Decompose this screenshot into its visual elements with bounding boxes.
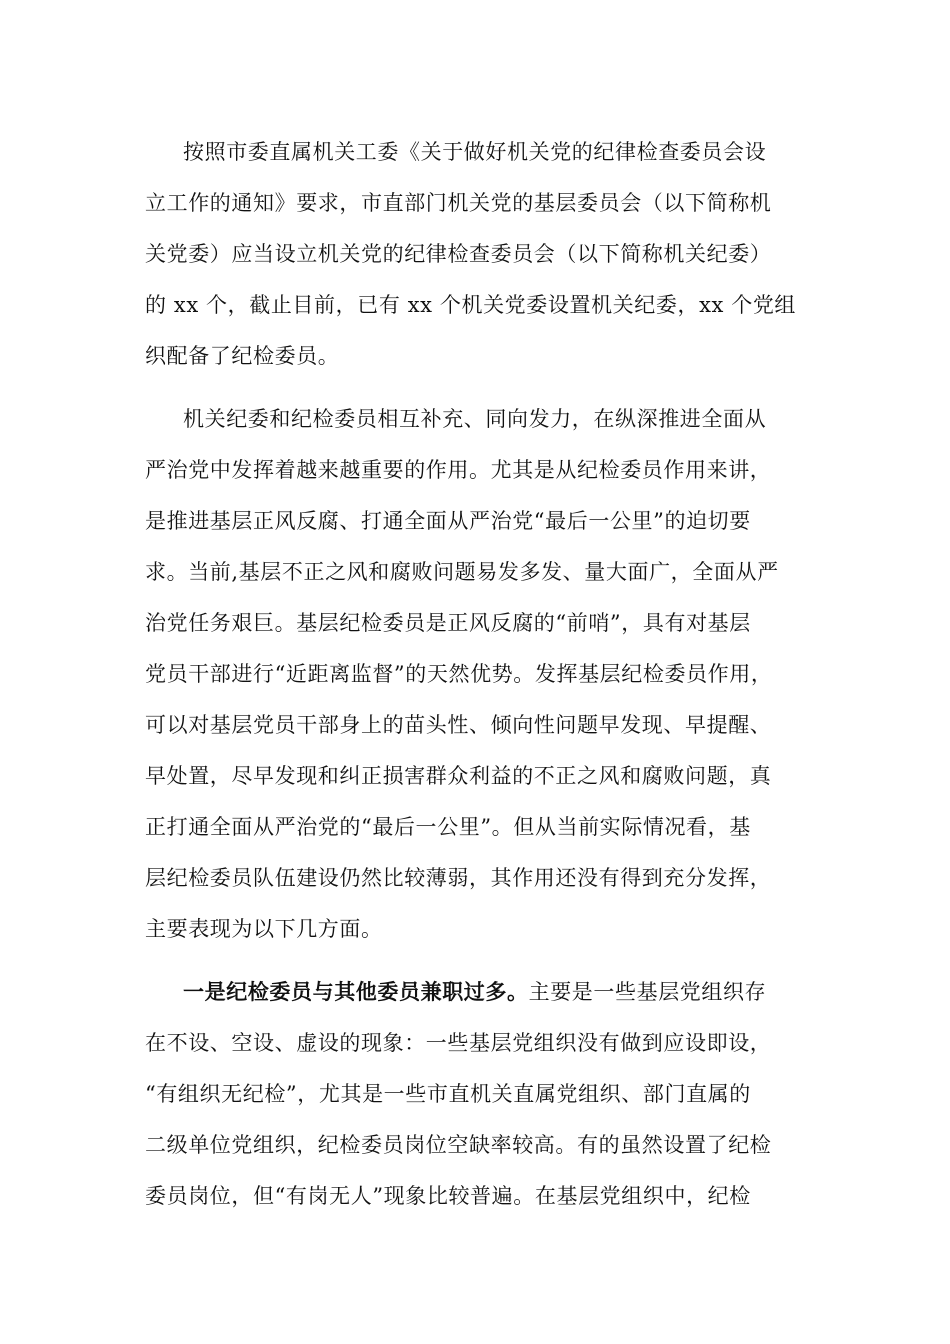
p2-line-5: 治党任务艰巨。基层纪检委员是正风反腐的“前哨”，具有对基层 (145, 611, 751, 635)
p2-line-3: 是推进基层正风反腐、打通全面从严治党“最后一公里”的迫切要 (145, 509, 751, 533)
p2-line-8: 早处置，尽早发现和纠正损害群众利益的不正之风和腐败问题，真 (145, 764, 772, 788)
p3-line-1-rest: 主要是一些基层党组织存 (528, 980, 767, 1004)
p2-line-11: 主要表现为以下几方面。 (145, 917, 383, 941)
p1-line-3: 关党委）应当设立机关党的纪律检查委员会（以下简称机关纪委） (145, 242, 772, 266)
p1-line-1: 按照市委直属机关工委《关于做好机关党的纪律检查委员会设 (183, 140, 767, 164)
p2-line-6: 党员干部进行“近距离监督”的天然优势。发挥基层纪检委员作用， (145, 662, 773, 686)
p2-line-7: 可以对基层党员干部身上的苗头性、倾向性问题早发现、早提醒、 (145, 713, 772, 737)
p1-line-5: 织配备了纪检委员。 (145, 344, 340, 368)
p2-line-9: 正打通全面从严治党的“最后一公里”。但从当前实际情况看，基 (145, 815, 751, 839)
p2-line-10: 层纪检委员队伍建设仍然比较薄弱，其作用还没有得到充分发挥， (145, 866, 772, 890)
p2-line-2: 严治党中发挥着越来越重要的作用。尤其是从纪检委员作用来讲， (145, 458, 772, 482)
p1-line-2: 立工作的通知》要求，市直部门机关党的基层委员会（以下简称机 (145, 191, 772, 215)
p2-line-4: 求。当前,基层不正之风和腐败问题易发多发、量大面广，全面从严 (145, 560, 779, 584)
p3-line-4: 二级单位党组织，纪检委员岗位空缺率较高。有的虽然设置了纪检 (145, 1133, 772, 1157)
p3-line-2: 在不设、空设、虚设的现象：一些基层党组织没有做到应设即设， (145, 1031, 772, 1055)
p2-line-1: 机关纪委和纪检委员相互补充、同向发力，在纵深推进全面从 (183, 407, 767, 431)
p3-line-1 (183, 977, 863, 1007)
p3-line-5: 委员岗位，但“有岗无人”现象比较普遍。在基层党组织中，纪检 (145, 1184, 751, 1208)
p1-line-4: 的 xx 个，截止目前，已有 xx 个机关党委设置机关纪委，xx 个党组 (145, 293, 797, 317)
section-heading: 一是纪检委员与其他委员兼职过多。 (183, 979, 529, 1004)
p3-line-3: “有组织无纪检”，尤其是一些市直机关直属党组织、部门直属的 (145, 1082, 751, 1106)
